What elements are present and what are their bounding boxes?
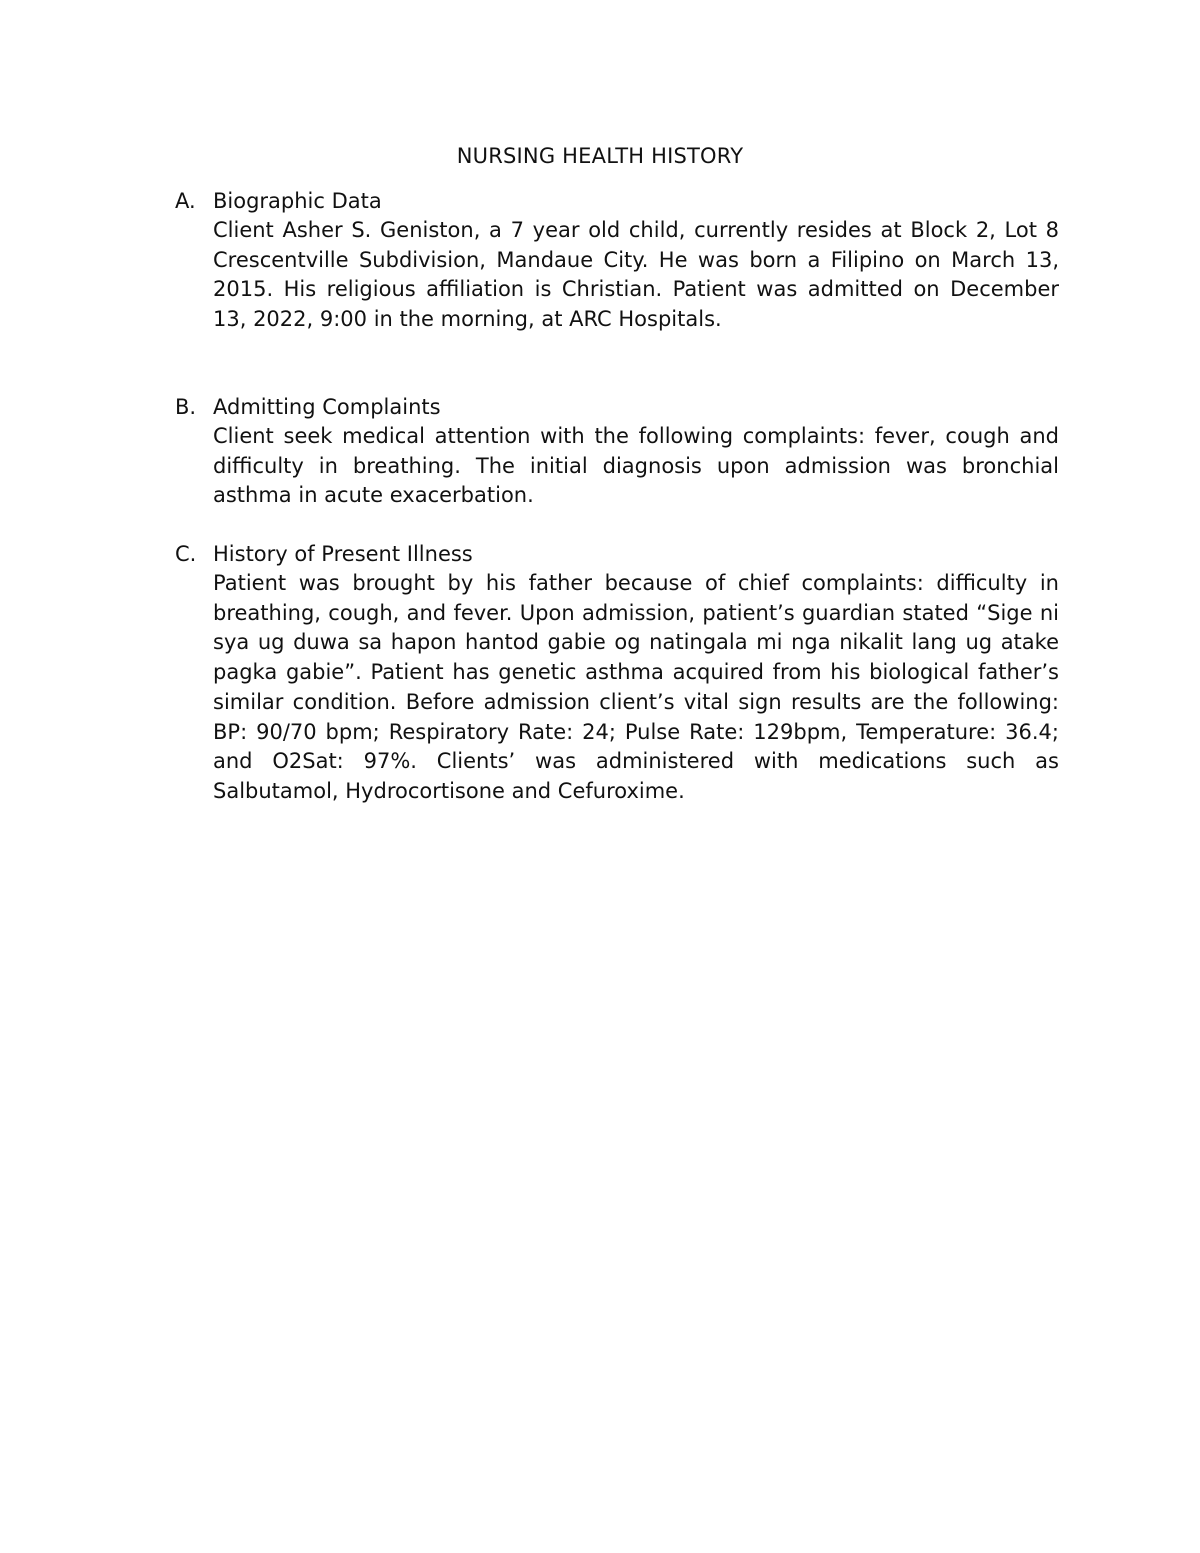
document-title: NURSING HEALTH HISTORY — [456, 144, 744, 168]
section-heading — [175, 392, 1059, 422]
section-admitting-complaints — [175, 392, 1059, 511]
section-history-of-present-illness — [175, 539, 1059, 807]
section-letter: B. — [175, 395, 197, 419]
section-letter: C. — [175, 542, 197, 566]
section-heading — [175, 186, 1059, 216]
section-paragraph: Client Asher S. Geniston, a 7 year old child, currently resides at Block 2, Lot 8 Crescentville Subdivision, Mandaue City. He was born a Filipino on March 13, 2015. His religious affiliation is Christian. Patient was admitted on December 13, 2022, 9:00 in the morning, at ARC Hospitals. — [213, 218, 1059, 332]
section-biographic-data — [175, 186, 1059, 335]
section-letter: A. — [175, 189, 196, 213]
section-heading — [175, 539, 1059, 569]
section-heading-text: Admitting Complaints — [213, 395, 441, 419]
section-heading-text: Biographic Data — [213, 189, 382, 213]
section-paragraph: Client seek medical attention with the following complaints: fever, cough and difficulty in breathing. The initial diagnosis upon admission was bronchial asthma in acute exacerbation. — [213, 424, 1059, 508]
section-heading-text: History of Present Illness — [213, 542, 473, 566]
section-paragraph: Patient was brought by his father because of chief complaints: difficulty in breathing, cough, and fever. Upon admission, patient’s guardian stated “Sige ni sya ug duwa sa hapon hantod gabie og natingala mi nga nikalit lang ug atake pagka gabie”. Patient has genetic asthma acquired from his biological father’s similar condition. Before admission client’s vital sign results are the following: BP: 90/70 bpm; Respiratory Rate: 24; Pulse Rate: 129bpm, Temperature: 36.4; and O2Sat: 97%. Clients’ was administered with medications such as Salbutamol, Hydrocortisone and Cefuroxime. — [213, 571, 1059, 803]
